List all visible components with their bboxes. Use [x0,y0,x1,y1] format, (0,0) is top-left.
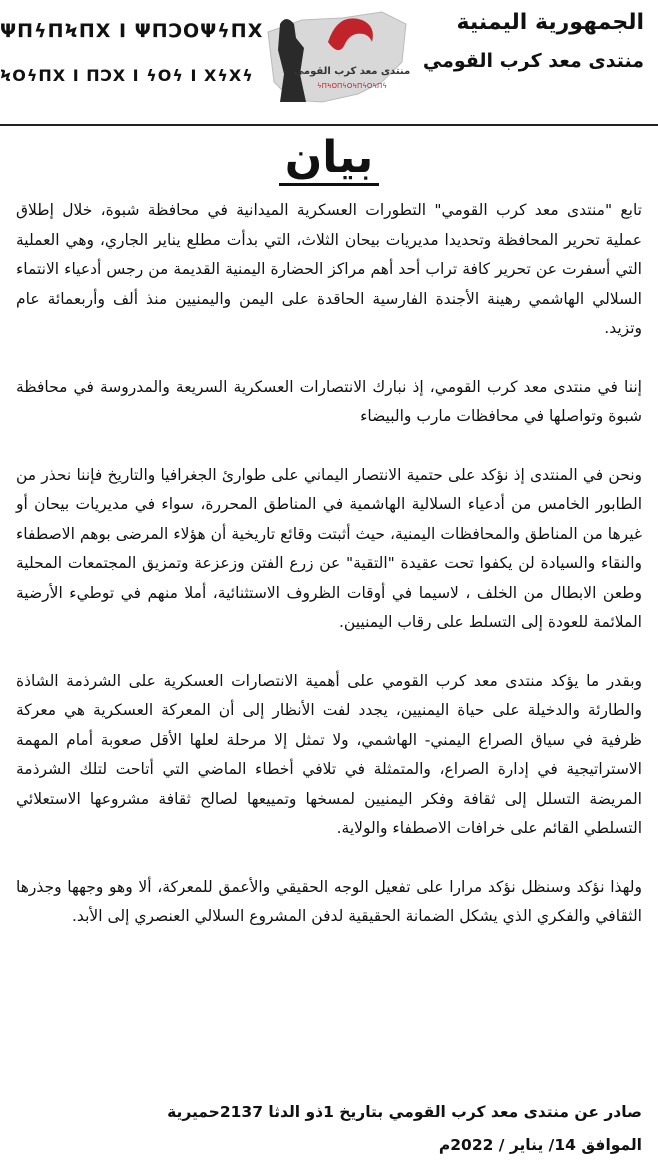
paragraph: تابع "منتدى معد كرب القومي" التطورات العسكرية الميدانية في محافظة شبوة، خلال إطلاق عملية تحرير المحافظة وتحديدا مديريات بيحان الثلاث، التي بدأت مطلع يناير الجاري، وهي العملية التي أسفرت عن تحرير كافة تراب أحد أهم مراكز الحضارة اليمنية القديمة من رجس أدعياء الانتماء السلالي الهاشمي رهينة الأجندة الفارسية الحاقدة على اليمن واليمنيين منذ ألف وأربعمائة عام وتزيد. [16,201,642,337]
state-name: الجمهورية اليمنية [456,10,644,35]
forum-logo [262,2,410,108]
paragraph: ونحن في المنتدى إذ نؤكد على حتمية الانتصار اليماني على طوارئ الجغرافيا والتاريخ فإننا نحذر من الطابور الخامس من أدعياء السلالية الهاشمية في المناطق المحررة، سواء في مديريات بيحان أو غيرها من المناطق والمحافظات اليمنية، حيث أثبتت وقائع تاريخية أن هؤلاء المرضى بوهم الاصطفاء والنقاء والسيادة لن يكفوا تحت عقيدة "التقية" عن زرع الفتن وزعزعة وتمزيق المجتمعات المحلية وطعن الابطال من الخلف ، لاسيما في أوقات الظروف الاستثنائية، أملا منهم في توطيء الأرضية الملائمة للعودة إلى التسلط على رقاب اليمنيين. [16,465,642,631]
paragraph: وبقدر ما يؤكد منتدى معد كرب القومي على أهمية الانتصارات العسكرية على الشرذمة الشاذة والطارئة والدخيلة على حياة اليمنيين، يجدد لفت الأنظار إلى أن المعركة العسكرية هي معركة ظرفية في سياق الصراع اليمني- الهاشمي، ولا تمثل إلا مرحلة لعلها الأقل صعوبة أمام المهمة الاستراتيجية في إدارة الصراع، والمتمثلة في تلافي أخطاء الماضي التي أتاحت لتلك الشرذمة المريضة التسلل إلى ثقافة وفكر اليمنيين لمسخها وتمييعها لصالح ثقافة مشروعها الاستعلائي التسلطي القائم على خرافات الاصطفاء والولاية. [16,671,642,837]
musnad-heading-line1: ΨΠϟΠϞΠΧ Ι ΨΠϽΟΨϟΠΧ [0,20,264,42]
letterhead [0,0,658,128]
paragraph: ولهذا نؤكد وسنظل نؤكد مرارا على تفعيل الوجه الحقيقي والأعمق للمعركة، ألا وهو وجهها وجذرها الثقافي والفكري الذي يشكل الضمانة الحقيقية لدفن المشروع السلالي العنصري إلى الأبد. [16,877,642,925]
statement-title [0,128,658,188]
logo-musnad-caption: ϟΠϞΟΠϟΟϞΠϟΟϞΠϟ [317,82,387,90]
statement-title-text: بيان [279,132,380,186]
statement-footer [16,1096,642,1162]
statement-body [16,196,642,961]
musnad-heading-line2: ϞΟϟΠΧ Ι ΠϽΧ Ι ϟΟϟ Ι ΧϟΧϟ [0,66,254,85]
paragraph: إننا في منتدى معد كرب القومي، إذ نبارك الانتصارات العسكرية السريعة والمدروسة في محافظة شبوة وتواصلها في محافظات مارب والبيضاء [16,377,642,425]
logo-caption: منتدى معد كرب القومي [293,66,410,77]
date-line: الموافق 14/ يناير / 2022م [438,1136,642,1154]
issued-line: صادر عن منتدى معد كرب القومي بتاريخ 1ذو الدثا 2137حميرية [167,1103,642,1121]
forum-name: منتدى معد كرب القومي [422,50,644,72]
header-divider [0,124,658,126]
